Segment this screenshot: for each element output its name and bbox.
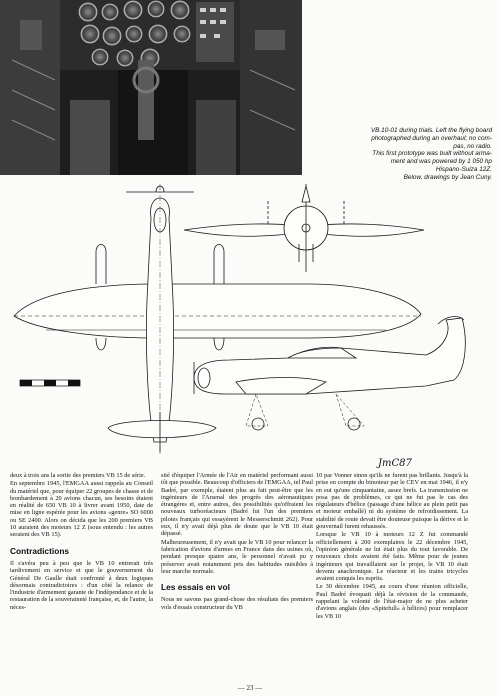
page-number: — 23 — xyxy=(237,684,263,692)
scale-bar xyxy=(20,380,80,386)
caption-line: photographed during an overhaul; no com- xyxy=(371,134,492,142)
section-heading: Contradictions xyxy=(10,545,70,556)
cockpit-photo xyxy=(0,0,302,175)
caption-line: This first prototype was built without arma- xyxy=(372,150,492,158)
caption-line: pas, no radio. xyxy=(453,142,492,150)
paragraph: sité d'équiper l'Armée de l'Air en matériel performant aussi tôt que possible. Beaucoup d'officiers de l'EMGAA, tel Paul Badré, par exemple, étaient plus au fait peut-être que les ingénieurs de l'Arsenal des progrès des aéronautiques étrangères et, entre autres, des possibilités qu'offraient les nouveaux turboréacteurs (Badré fut l'un des premiers pilotes français qui essayèrent le Messerschmitt 262). Pour eux, il n'y avait déjà plus de doute que le VB 10 était dépassé. xyxy=(161,472,313,538)
paragraph: Nous ne savons pas grand-chose des résultats des premiers vols d'essais constructeur du VB xyxy=(161,596,313,611)
paragraph: Le 30 décembre 1945, au cours d'une réunion officielle, Paul Badré évoquait déjà la révision de la commande, rappelant la volonté de l'état-major de ne plus acheter d'avions anglais (des «Spitefull» à hélices) pour remplacer les VB 10 xyxy=(316,583,468,620)
paragraph: Il s'avéra peu à peu que le VB 10 entrerait très tardivement en service et que le gouvernement du Général De Gaulle était confronté à deux logiques désormais contradictoires : d'un côté la relance de l'industrie d'armement garante de l'indépendance et de la restauration de la souveraineté française, et, de l'autre, la néces- xyxy=(10,559,153,611)
column-3 xyxy=(316,472,468,621)
caption-line: ment and was powered by 1 050 hp xyxy=(390,158,492,166)
paragraph: deux à trois ans la sortie des premiers VB 15 de série. xyxy=(10,472,146,479)
paragraph: En septembre 1945, l'EMGAA aussi rappela au Conseil du matériel que, pour équiper 22 groupes de chasse et de bombardement à 20 avions chacun, ses besoins étaient en réalité de 650 VB 10 à livrer avant 1950, date de mise en ligne espérée pour les avions «genre» SO 6000 ou SE 2400. Alors on décida que les 200 premiers VB 10 auraient des moteurs 12 Z (sous entendu : les autres seraient des VB 15). xyxy=(10,480,153,539)
three-view-drawing xyxy=(6,180,496,472)
column-2 xyxy=(161,472,313,612)
paragraph: Malheureusement, il n'y avait que le VB 10 pour relancer la fabrication d'avions d'armes en France dans des usines où, pendant presque quatre ans, le personnel n'avait pu y préserver avait notamment pris des habitudes nuisibles à leur marche normale. xyxy=(161,538,313,575)
column-1 xyxy=(10,472,153,612)
artist-signature: JmC87 xyxy=(378,458,412,469)
caption-line: VB.10-01 during trials. Left the flying board xyxy=(370,127,492,134)
caption-line: Hispano-Suiza 12Z. xyxy=(435,165,492,173)
paragraph: 10 par Vonner sinon qu'ils ne furent pas brillants. Jusqu'à la prise en compte du bimoteur par le CEV en mai 1946, il n'y en eut qu'une cinquantaine, assez brefs. La transmission ne posa pas de problèmes, ce qui ne fut pas le cas des régulateurs d'hélice (passage d'une hélice au plein petit pas et moteur emballé) ni du système de refroidissement. La stabilité de route devait être douteuse puisque la dérive et le gouvernail furent rehaussés. xyxy=(316,472,468,531)
paragraph: Lorsque le VB 10 à moteurs 12 Z fut commandé officiellement à 200 exemplaires le 22 décembre 1945, l'opinion générale ne lui était plus du tout favorable. De nouveaux choix avaient été faits. Même pour de jeunes ingénieurs qui travaillaient sur le projet, le VB 10 était devenu anachronique. Le réacteur et les trains tricycles avaient conquis les esprits. xyxy=(316,531,468,583)
caption-line: Below, drawings by Jean Cuny. xyxy=(403,173,492,181)
section-heading: Les essais en vol xyxy=(161,582,230,593)
photo-caption xyxy=(312,127,492,182)
